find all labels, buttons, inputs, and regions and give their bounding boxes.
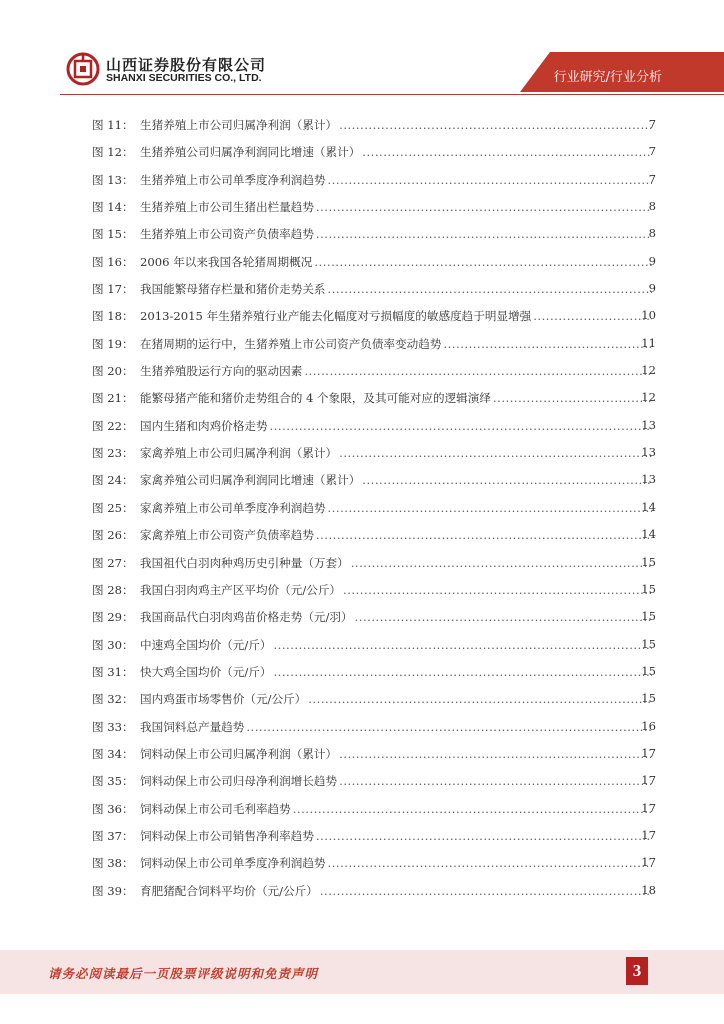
figure-page-number: 14 [641,499,656,514]
toc-entry[interactable] [0,334,724,361]
toc-entry[interactable] [0,580,724,607]
figure-page-number: 17 [641,773,656,788]
dot-leader [316,829,652,843]
figure-number: 图 31： [92,664,134,679]
figure-title: 在猪周期的运行中，生猪养殖上市公司资产负债率变动趋势 [140,336,442,351]
figure-page-number: 17 [641,827,656,842]
figure-title: 家禽养殖上市公司归属净利润（累计） [140,446,338,461]
figure-page-number: 15 [641,636,656,651]
toc-entry[interactable] [0,744,724,771]
dot-leader [308,692,652,706]
dot-leader [293,802,652,816]
figure-number: 图 11： [92,118,134,132]
company-name-en: SHANXI SECURITIES CO., LTD. [106,72,262,84]
figure-page-number: 13 [641,472,656,487]
dot-leader [270,419,652,433]
company-name-cn: 山西证券股份有限公司 [106,56,267,74]
figure-page-number: 7 [648,117,656,131]
figure-title: 中速鸡全国均价（元/斤） [140,637,272,652]
figure-title-line [140,773,654,789]
toc-entry[interactable] [0,826,724,853]
figure-page-number: 14 [641,527,656,542]
toc-entry[interactable] [0,142,724,169]
dot-leader [328,282,652,296]
toc-entry[interactable] [0,525,724,552]
toc-entry[interactable] [0,771,724,798]
figure-title-line [140,308,654,324]
figure-number: 图 12： [92,145,134,160]
figure-title-line [140,199,654,215]
toc-entry[interactable] [0,635,724,662]
figure-number: 图 30： [92,637,134,652]
dot-leader [351,556,652,570]
dot-leader [328,501,652,515]
dot-leader [328,856,652,870]
dot-leader [316,528,652,542]
figure-number: 图 15： [92,227,134,242]
figure-title-line [140,500,654,516]
figure-title: 生猪养殖上市公司归属净利润（累计） [140,118,338,132]
figure-title-line [140,664,654,680]
figure-page-number: 15 [641,663,656,678]
figure-page-number: 18 [641,882,656,897]
figure-number: 图 34： [92,746,134,761]
figure-title: 生猪养殖上市公司单季度净利润趋势 [140,172,326,187]
figure-title-line [140,855,654,871]
figure-title-line [140,445,654,461]
figure-page-number: 15 [641,554,656,569]
figure-page-number: 9 [648,281,656,296]
figure-number: 图 35： [92,774,134,789]
figure-number: 图 32： [92,692,134,707]
figure-number: 图 19： [92,336,134,351]
figure-title-line [140,144,654,160]
dot-leader [304,364,652,378]
dot-leader [339,446,652,460]
figure-title-line [140,281,654,297]
figure-page-number: 10 [641,308,656,323]
figure-title-line [140,226,654,242]
figure-page-number: 7 [648,171,656,186]
figure-title: 生猪养殖公司归属净利润同比增速（累计） [140,145,361,160]
figure-title: 我国能繁母猪存栏量和猪价走势关系 [140,282,326,297]
figure-title-line [140,801,654,817]
figure-number: 图 39： [92,883,134,898]
page-number: 3 [626,957,648,985]
figure-title: 家禽养殖上市公司单季度净利润趋势 [140,500,326,515]
figure-page-number: 7 [648,144,656,159]
toc-entry[interactable] [0,689,724,716]
figure-title-line [140,172,654,188]
dot-leader [316,200,652,214]
figure-page-number: 13 [641,417,656,432]
figure-number: 图 36： [92,801,134,816]
figure-title-line [140,117,654,133]
toc-entry[interactable] [0,607,724,634]
toc-entry[interactable] [0,224,724,251]
figure-title-line [140,883,654,899]
figure-title: 饲料动保上市公司归母净利润增长趋势 [140,774,338,789]
dot-leader [362,473,652,487]
figure-page-number: 8 [648,199,656,214]
figure-list [0,115,724,908]
figure-title-line [140,609,654,625]
figure-title-line [140,691,654,707]
figure-number: 图 14： [92,200,134,215]
toc-entry[interactable] [0,498,724,525]
figure-title: 生猪养殖上市公司资产负债率趋势 [140,227,314,242]
figure-number: 图 29： [92,610,134,625]
figure-title: 国内生猪和肉鸡价格走势 [140,418,268,433]
figure-title-line [140,472,654,488]
figure-title: 饲料动保上市公司毛利率趋势 [140,801,291,816]
dot-leader [339,747,652,761]
dot-leader [355,610,652,624]
figure-title: 快大鸡全国均价（元/斤） [140,664,272,679]
figure-title: 我国饲料总产量趋势 [140,719,245,734]
figure-title: 2006 年以来我国各轮猪周期概况 [140,254,313,269]
dot-leader [443,337,652,351]
toc-entry[interactable] [0,553,724,580]
figure-title-line [140,418,654,434]
figure-page-number: 8 [648,226,656,241]
figure-page-number: 11 [641,335,656,350]
figure-page-number: 17 [641,745,656,760]
figure-title: 家禽养殖上市公司资产负债率趋势 [140,528,314,543]
disclaimer-text: 请务必阅读最后一页股票评级说明和免责声明 [48,966,319,981]
toc-entry[interactable] [0,388,724,415]
page-header [0,0,724,100]
figure-number: 图 25： [92,500,134,515]
toc-entry[interactable] [0,799,724,826]
figure-number: 图 16： [92,254,134,269]
figure-page-number: 12 [641,390,656,405]
figure-number: 图 21： [92,391,134,406]
figure-number: 图 38： [92,856,134,871]
figure-number: 图 17： [92,282,134,297]
toc-entry[interactable] [0,115,724,142]
toc-entry[interactable] [0,881,724,908]
toc-entry[interactable] [0,470,724,497]
dot-leader [320,884,652,898]
figure-page-number: 13 [641,445,656,460]
figure-title: 2013-2015 年生猪养殖行业产能去化幅度对亏损幅度的敏感度趋于明显增强 [140,309,532,324]
dot-leader [343,583,652,597]
figure-number: 图 28： [92,582,134,597]
figure-title-line [140,254,654,270]
toc-entry[interactable] [0,416,724,443]
figure-page-number: 17 [641,800,656,815]
figure-title: 我国白羽肉鸡主产区平均价（元/公斤） [140,582,342,597]
figure-page-number: 9 [648,253,656,268]
toc-entry[interactable] [0,197,724,224]
figure-number: 图 18： [92,309,134,324]
figure-title-line [140,390,654,406]
figure-number: 图 37： [92,828,134,843]
toc-entry[interactable] [0,443,724,470]
dot-leader [328,173,652,187]
figure-title: 饲料动保上市公司归属净利润（累计） [140,746,338,761]
figure-number: 图 23： [92,446,134,461]
page-footer [0,950,724,994]
figure-title: 我国商品代白羽肉鸡苗价格走势（元/羽） [140,610,353,625]
figure-page-number: 15 [641,609,656,624]
figure-page-number: 12 [641,363,656,378]
figure-title-line [140,363,654,379]
figure-title-line [140,527,654,543]
figure-title-line [140,637,654,653]
figure-number: 图 24： [92,473,134,488]
figure-title-line [140,828,654,844]
figure-page-number: 16 [641,718,656,733]
figure-title: 育肥猪配合饲料平均价（元/公斤） [140,883,318,898]
figure-title: 国内鸡蛋市场零售价（元/公斤） [140,692,307,707]
toc-entry[interactable] [0,252,724,279]
header-divider [60,94,724,95]
figure-title-line [140,746,654,762]
figure-title-line [140,582,654,598]
section-label: 行业研究/行业分析 [553,70,662,85]
dot-leader [493,391,652,405]
dot-leader [533,309,652,323]
dot-leader [273,638,652,652]
figure-title: 生猪养殖上市公司生猪出栏量趋势 [140,200,314,215]
figure-title: 能繁母猪产能和猪价走势组合的 4 个象限，及其可能对应的逻辑演绎 [140,391,491,406]
figure-title-line [140,555,654,571]
figure-number: 图 13： [92,172,134,187]
figure-title: 饲料动保上市公司单季度净利润趋势 [140,856,326,871]
dot-leader [316,227,652,241]
dot-leader [314,255,652,269]
dot-leader [362,145,652,159]
dot-leader [339,118,652,132]
toc-entry[interactable] [0,717,724,744]
toc-entry[interactable] [0,853,724,880]
figure-page-number: 15 [641,581,656,596]
toc-entry[interactable] [0,306,724,333]
dot-leader [273,665,652,679]
toc-entry[interactable] [0,170,724,197]
figure-title-line [140,719,654,735]
figure-number: 图 27： [92,555,134,570]
figure-number: 图 26： [92,528,134,543]
dot-leader [339,774,652,788]
figure-title-line [140,336,654,352]
figure-title: 家禽养殖公司归属净利润同比增速（累计） [140,473,361,488]
dot-leader [246,720,652,734]
figure-page-number: 17 [641,855,656,870]
figure-page-number: 15 [641,691,656,706]
figure-title: 饲料动保上市公司销售净利率趋势 [140,828,314,843]
figure-title: 生猪养殖股运行方向的驱动因素 [140,364,303,379]
toc-entry[interactable] [0,279,724,306]
figure-title: 我国祖代白羽肉种鸡历史引种量（万套） [140,555,349,570]
toc-entry[interactable] [0,361,724,388]
figure-number: 图 20： [92,364,134,379]
figure-number: 图 33： [92,719,134,734]
toc-entry[interactable] [0,662,724,689]
figure-number: 图 22： [92,418,134,433]
